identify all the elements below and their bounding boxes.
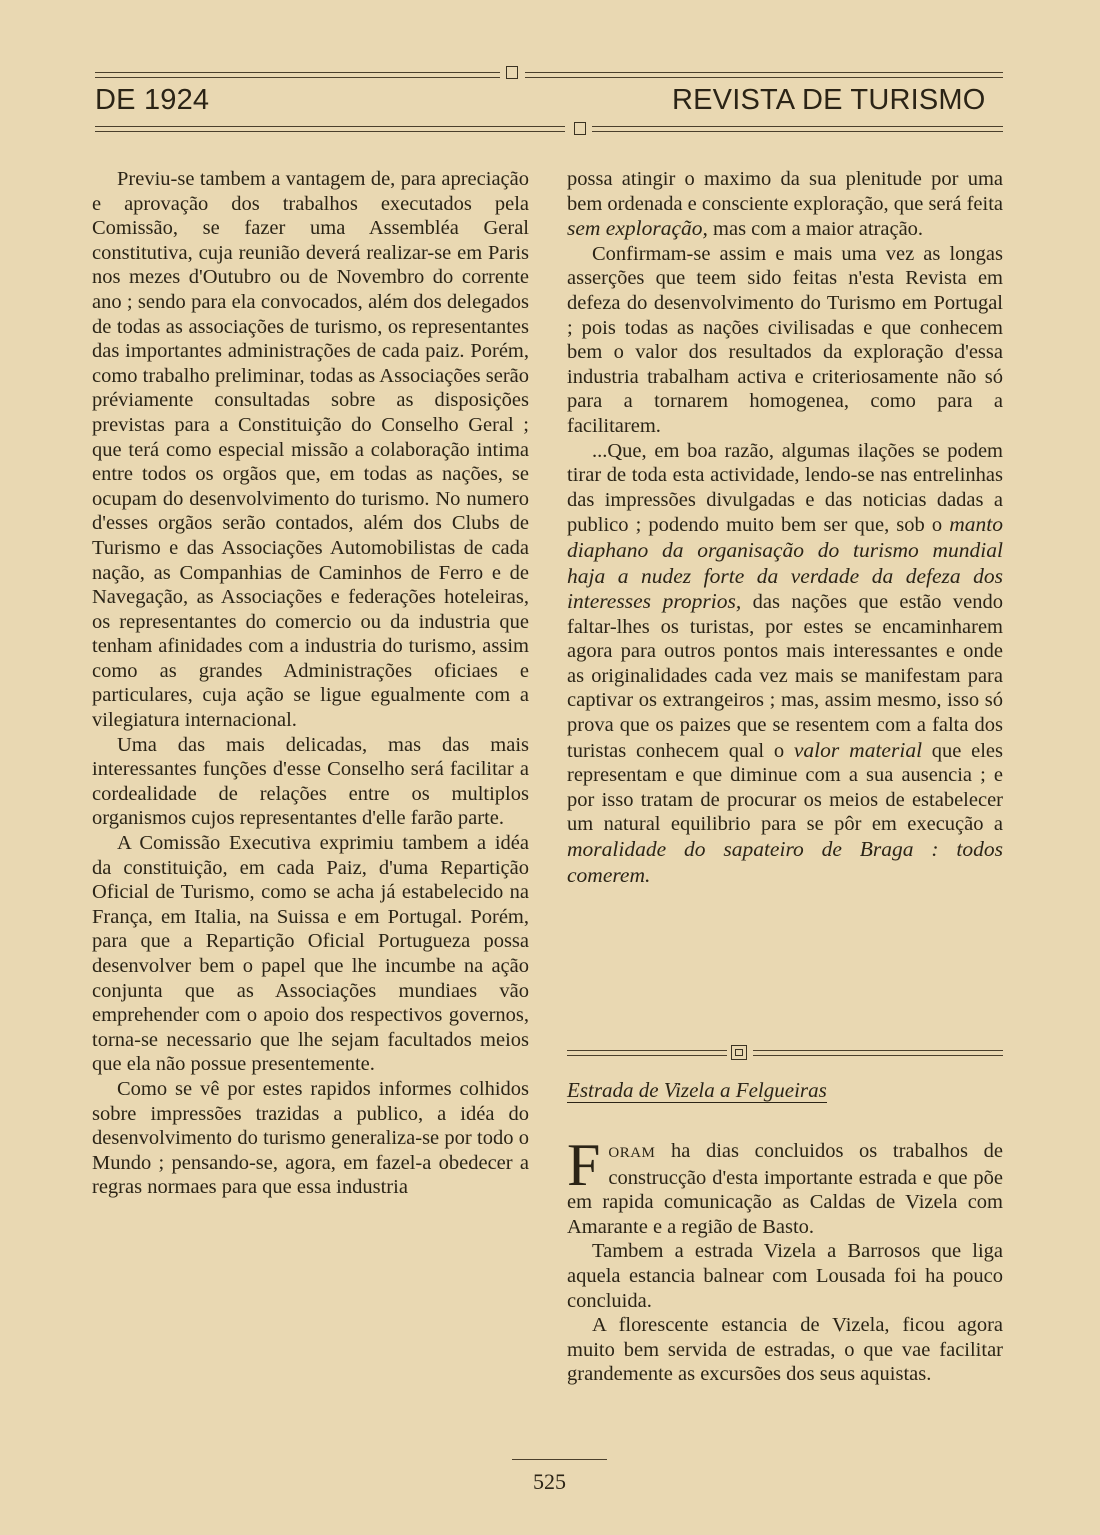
footer-rule: [512, 1459, 607, 1460]
left-paragraph: Previu-se tambem a vantagem de, para apreciação e aprovação dos trabalhos executados pela Comissão, se fazer uma Assembléa Geral constitutiva, cuja reunião deverá realizar-se em Paris nos mezes d'Outubro ou de Novembro do corrente ano ; sendo para ela convocados, além dos delegados de todas as associações de turismo, os representantes das importantes administrações de cada paiz. Porém, como trabalho preliminar, todas as Associações serão préviamente consultadas sobre as disposições previstas para a Constituição do Conselho Geral ; que terá como especial missão a colaboração intima entre todos os orgãos que, em todas as nações, se ocupam do desenvolvimento do turismo. No numero d'esses orgãos serão contados, além dos Clubs de Turismo e das Associações Automobilistas de cada nação, as Companhias de Caminhos de Ferro e de Navegação, as Associações e federações hoteleiras, os representantes do comercio ou da industria que tenham afinidades com a industria do turismo, assim como as grandes Administrações oficiaes e particulares, cuja ação se ligue egualmente com a vilegiatura internacional.: [92, 168, 529, 732]
text-run: possa atingir o maximo da sua plenitude por uma bem ordenada e consciente exploração, que será feita: [567, 168, 1003, 215]
section-ornament-icon: [731, 1045, 747, 1060]
right-paragraph: [567, 439, 1003, 889]
italic-run: manto diaphano da organisação do turismo mundial haja a nudez forte da verdade da defeza dos interesses proprios,: [567, 512, 1003, 614]
article-paragraph: A florescente estancia de Vizela, ficou agora muito bem servida de estradas, o que vae facilitar grandemente as excursões dos seus aquistas.: [567, 1314, 1003, 1386]
article-title: [567, 1078, 827, 1103]
section-rule-left: [567, 1050, 727, 1056]
left-column: [92, 167, 529, 1200]
left-paragraph: A Comissão Executiva exprimiu tambem a idéa da constituição, em cada Paiz, d'uma Repartição Oficial de Turismo, como se acha já estabelecido na França, em Italia, na Suissa e em Portugal. Porém, para que a Repartição Oficial Portugueza possa desenvolver bem o papel que lhe incumbe na ação conjunta que as Associações mundiaes vão emprehender com o apoio dos respectivos governos, torna-se necessario que lhe sejam facultados meios que ela não possue presentemente.: [92, 832, 529, 1076]
article-title-text: Estrada de Vizela a Felgueiras: [567, 1078, 827, 1102]
header-rule-top-left-2: [95, 77, 500, 78]
italic-run: moralidade do sapateiro de Braga : todos comerem.: [567, 837, 1003, 887]
header-ornament-top: [506, 66, 518, 79]
right-column: [567, 167, 1003, 888]
article-paragraph: Tambem a estrada Vizela a Barrosos que liga aquela estancia balnear com Lousada foi ha pouco concluida.: [567, 1240, 1003, 1312]
right-paragraph: Confirmam-se assim e mais uma vez as longas asserções que teem sido feitas n'esta Revista em defeza do desenvolvimento do Turismo em Portugal ; pois todas as nações civilisadas e que conhecem bem o valor dos resultados da exploração d'essa industria trabalham activa e criteriosamente não só para a tornarem homogenea, como para a facilitarem.: [567, 242, 1003, 437]
header-rule-bottom-right: [592, 126, 1003, 132]
text-run: que eles representam e que diminue com a sua ausencia ; e por isso tratam de procurar os meios de estabelecer um natural equilibrio para se pôr em execução a: [567, 739, 1003, 836]
header-ornament-bottom: [574, 122, 586, 135]
drop-cap: F: [567, 1132, 601, 1198]
left-paragraph: Como se vê por estes rapidos informes colhidos sobre impressões trazidas a publico, a idéa do desenvolvimento do turismo generaliza-se por todo o Mundo ; pensando-se, agora, em fazel-a obedecer a regras normaes para que essa industria: [92, 1077, 529, 1199]
text-run: ...Que, em boa razão, algumas ilações se podem tirar de toda esta actividade, lendo-se nas entrelinhas das impressões divulgadas e das noticias dadas a publico ; podendo muito bem ser que, sob o: [567, 439, 1003, 537]
text-run: das nações que estão vendo faltar-lhes os turistas, por estes se encaminharem agora para outros pontos mais interessantes e onde as originalidades cada vez mais se manifestam para captivar os extrangeiros ; mas, assim mesmo, isso só prova que os paizes que se resentem com a falta dos turistas conhecem qual o: [567, 591, 1003, 762]
section-rule-right: [753, 1050, 1003, 1056]
small-caps-word: ORAM: [608, 1145, 656, 1161]
header-title: REVISTA DE TURISMO: [672, 84, 986, 116]
article-body: [567, 1132, 1003, 1387]
text-run: mas com a maior atração.: [707, 218, 924, 241]
header-rule-top-right-2: [525, 77, 1003, 78]
header-rule-bottom-left: [95, 126, 565, 132]
header-rule-top-left: [95, 72, 500, 73]
italic-run: valor material: [793, 737, 923, 762]
text-run: ha dias concluidos os trabalhos de construcção d'esta importante estrada e que põe em rapida comunicação as Caldas de Vizela com Amarante e a região de Basto.: [567, 1140, 1003, 1238]
italic-run: sem exploração,: [567, 216, 708, 241]
right-paragraph: [567, 167, 1003, 242]
header-date: DE 1924: [95, 84, 210, 116]
page-number: 525: [533, 1469, 566, 1494]
article-paragraph: [567, 1132, 1003, 1239]
left-paragraph: Uma das mais delicadas, mas das mais interessantes funções d'esse Conselho será facilitar a cordealidade de relações entre os multiplos organismos cujos representantes d'elle farão parte.: [92, 733, 529, 830]
header-rule-top-right: [525, 72, 1003, 73]
